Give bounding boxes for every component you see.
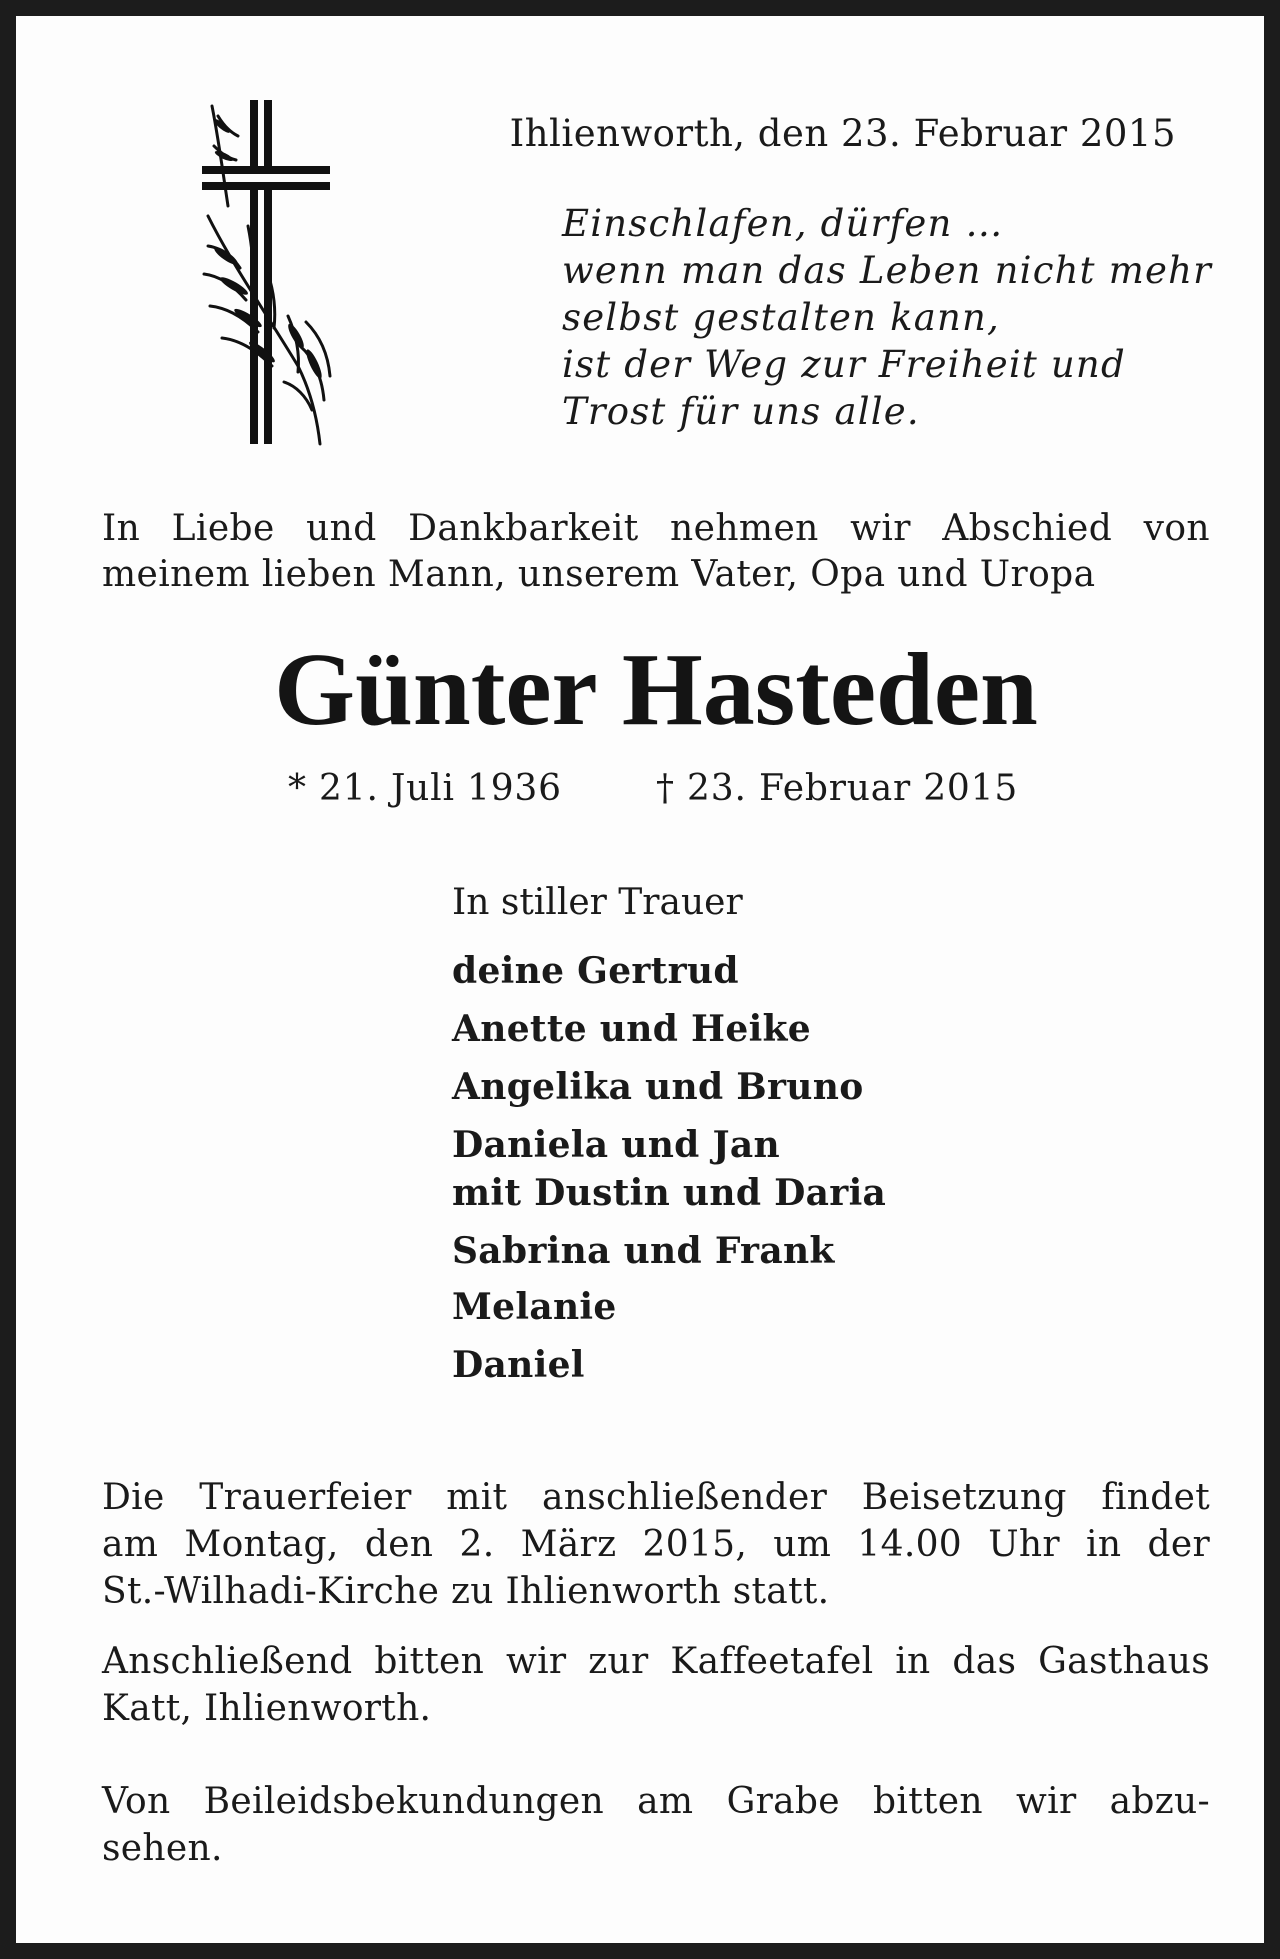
mourner-name: Melanie bbox=[452, 1286, 617, 1328]
intro-line: In Liebe und Dankbarkeit nehmen wir Abschied von bbox=[102, 508, 1210, 549]
mourner-name: deine Gertrud bbox=[452, 950, 739, 992]
coffee-invitation bbox=[102, 1638, 1210, 1732]
condolence-request bbox=[102, 1778, 1210, 1872]
poem-line: wenn man das Leben nicht mehr bbox=[562, 249, 1212, 292]
condolence-line: Von Beileidsbekundungen am Grabe bitten wir abzu- bbox=[102, 1781, 1210, 1822]
mourner-name: Sabrina und Frank bbox=[452, 1230, 835, 1272]
cross-with-palm-branch-icon bbox=[188, 96, 348, 448]
deceased-name: Günter Hasteden bbox=[274, 632, 1038, 747]
mourning-label: In stiller Trauer bbox=[452, 882, 743, 923]
mourner-name: Anette und Heike bbox=[452, 1008, 811, 1050]
funeral-details bbox=[102, 1474, 1210, 1615]
condolence-line: sehen. bbox=[102, 1828, 223, 1869]
poem-line: ist der Weg zur Freiheit und bbox=[562, 343, 1126, 386]
place-and-date: Ihlienworth, den 23. Februar 2015 bbox=[509, 112, 1176, 155]
intro-line: meinem lieben Mann, unserem Vater, Opa und Uropa bbox=[102, 554, 1096, 595]
poem-line: Trost für uns alle. bbox=[562, 390, 920, 433]
funeral-line: St.-Wilhadi-Kirche zu Ihlienworth statt. bbox=[102, 1571, 830, 1612]
mourner-name: mit Dustin und Daria bbox=[452, 1172, 887, 1214]
coffee-line: Katt, Ihlienworth. bbox=[102, 1688, 432, 1729]
funeral-line: am Montag, den 2. März 2015, um 14.00 Uhr in der bbox=[102, 1524, 1210, 1565]
poem-line: Einschlafen, dürfen … bbox=[562, 202, 1004, 245]
poem bbox=[562, 200, 1212, 435]
farewell-intro bbox=[102, 506, 1210, 598]
birth-date: * 21. Juli 1936 bbox=[288, 768, 562, 809]
coffee-line: Anschließend bitten wir zur Kaffeetafel in das Gasthaus bbox=[102, 1641, 1210, 1682]
mourner-name: Daniela und Jan bbox=[452, 1124, 780, 1166]
funeral-line: Die Trauerfeier mit anschließender Beisetzung findet bbox=[102, 1477, 1210, 1518]
mourner-name: Angelika und Bruno bbox=[452, 1066, 864, 1108]
death-date: † 23. Februar 2015 bbox=[656, 768, 1019, 809]
mourner-name: Daniel bbox=[452, 1344, 585, 1386]
poem-line: selbst gestalten kann, bbox=[562, 296, 1001, 339]
